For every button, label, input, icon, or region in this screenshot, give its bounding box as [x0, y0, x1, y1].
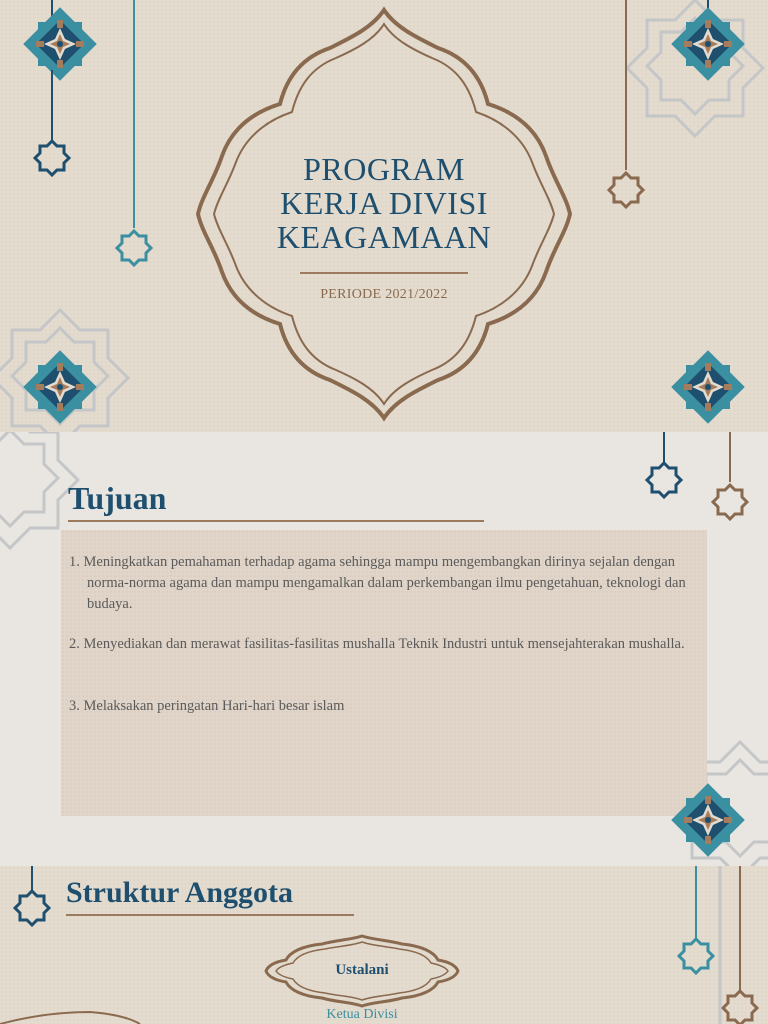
- star-icon: [117, 231, 151, 265]
- cover-title-line: PROGRAM: [303, 151, 465, 187]
- ketua-name: Ustalani: [335, 962, 389, 978]
- ornament-tile-icon: [23, 350, 97, 424]
- ketua-role: Ketua Divisi: [326, 1007, 398, 1022]
- ornament-tile-icon: [671, 350, 745, 424]
- cover-period: PERIODE 2021/2022: [320, 287, 448, 302]
- cover-title-line: KEAGAMAAN: [276, 219, 492, 255]
- star-icon: [679, 939, 713, 973]
- struktur-slide: [0, 866, 768, 1024]
- title-divider: [300, 272, 468, 274]
- ornament-tile-icon: [671, 7, 745, 81]
- ornament-tile-icon: [23, 7, 97, 81]
- star-icon: [35, 141, 69, 175]
- tujuan-heading: Tujuan: [68, 480, 167, 516]
- tujuan-item: 2. Menyediakan dan merawat fasilitas-fasilitas mushalla Teknik Industri untuk mensejahterakan mushalla.: [69, 636, 685, 652]
- cover-title: [234, 152, 534, 254]
- tujuan-slide: [0, 432, 768, 866]
- tujuan-item: 1. Meningkatkan pemahaman terhadap agama sehingga mampu mengembangkan dirinya sejalan dengan norma-norma agama dan mampu mengamalkan dalam perkembangan ilmu pengetahuan, teknologi dan budaya.: [69, 554, 686, 612]
- star-icon: [723, 991, 757, 1024]
- tujuan-item: 3. Melaksakan peringatan Hari-hari besar islam: [69, 698, 345, 714]
- tujuan-tile-overlay: [0, 432, 768, 866]
- cover-slide: [0, 0, 768, 432]
- struktur-heading: Struktur Anggota: [66, 876, 293, 909]
- star-icon: [609, 173, 643, 207]
- star-icon: [15, 891, 49, 925]
- cover-title-line: KERJA DIVISI: [280, 185, 488, 221]
- ornament-tile-icon: [671, 783, 745, 857]
- struktur-divider: [66, 914, 354, 916]
